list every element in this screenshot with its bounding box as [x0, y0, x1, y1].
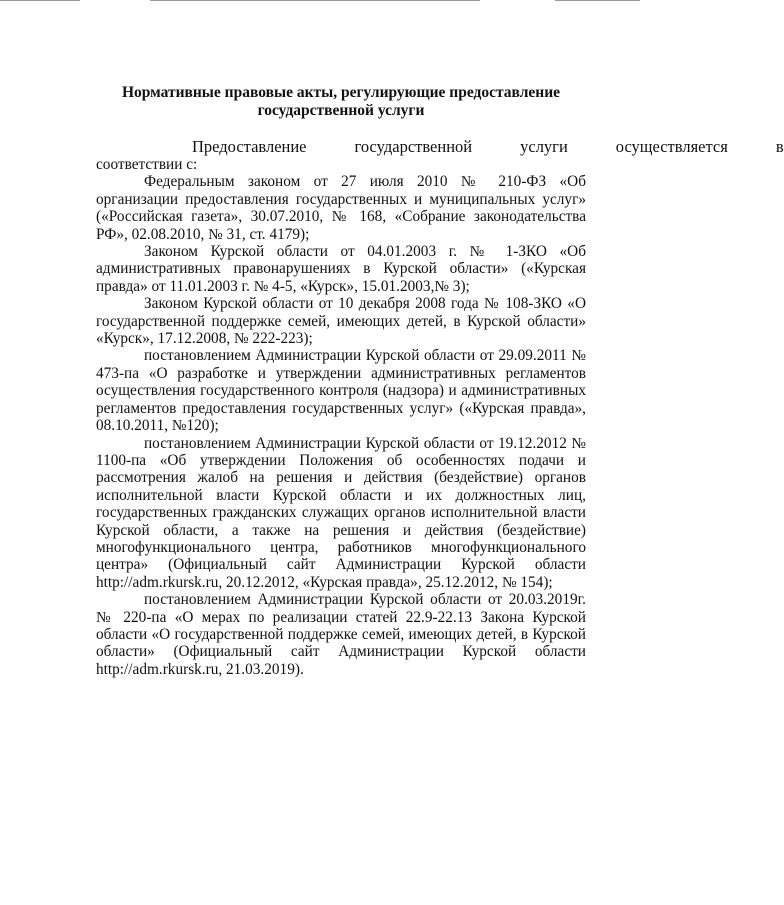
intro-second-line: соответствии с:	[96, 156, 198, 173]
legal-act-item: Федеральным законом от 27 июля 2010 № 210-ФЗ «Об организации предоставления государственных и муниципальных услуг» («Российская газета», 30.07.2010, № 168, «Собрание законодательства РФ», 02.08.2010, № 31, ст. 4179);	[96, 173, 586, 243]
scan-top-rule	[555, 0, 640, 1]
intro-word: услуги	[520, 137, 568, 156]
scan-top-rule	[150, 0, 480, 1]
document-title	[96, 84, 586, 120]
intro-first-line	[96, 137, 784, 156]
intro-paragraph	[96, 137, 784, 173]
document-title-line-1: Нормативные правовые акты, регулирующие предоставление	[121, 84, 561, 101]
intro-word: Предоставление	[192, 137, 307, 156]
legal-act-item: постановлением Администрации Курской области от 19.12.2012 № 1100-па «Об утверждении Положения об особенностях подачи и рассмотрения жалоб на решения и действия (бездействие) органов исполнительной власти Курской области и их должностных лиц, государственных гражданских служащих органов исполнительной власти Курской области, а также на решения и действия (бездействие) многофункционального центра, работников многофункционального центра» (Официальный сайт Администрации Курской области http://adm.rkursk.ru, 20.12.2012, «Курская правда», 25.12.2012, № 154);	[96, 434, 586, 591]
legal-act-item: постановлением Администрации Курской области от 20.03.2019г. № 220-па «О мерах по реализации статей 22.9-22.13 Закона Курской области «О государственной поддержке семей, имеющих детей, в Курской области» (Официальный сайт Администрации Курской области http://adm.rkursk.ru, 21.03.2019).	[96, 591, 586, 678]
legal-act-item: Законом Курской области от 04.01.2003 г. № 1-ЗКО «Об административных правонарушениях в Курской области» («Курская правда» от 11.01.2003 г. № 4-5, «Курск», 15.01.2003,№ 3);	[96, 243, 586, 295]
document-body	[96, 137, 784, 678]
legal-act-item: постановлением Администрации Курской области от 29.09.2011 № 473-па «О разработке и утверждении административных регламентов осуществления государственного контроля (надзора) и административных регламентов предоставления государственных услуг» («Курская правда», 08.10.2011, №120);	[96, 347, 586, 435]
intro-word: в	[775, 137, 784, 156]
scan-top-rule	[0, 0, 80, 1]
legal-act-item: Законом Курской области от 10 декабря 2008 года № 108-ЗКО «О государственной поддержке семей, имеющих детей, в Курской области» «Курск», 17.12.2008, № 222-223);	[96, 295, 586, 348]
intro-word: государственной	[354, 137, 473, 156]
intro-word: осуществляется	[615, 137, 728, 156]
document-title-line-2: государственной услуги	[257, 102, 425, 119]
